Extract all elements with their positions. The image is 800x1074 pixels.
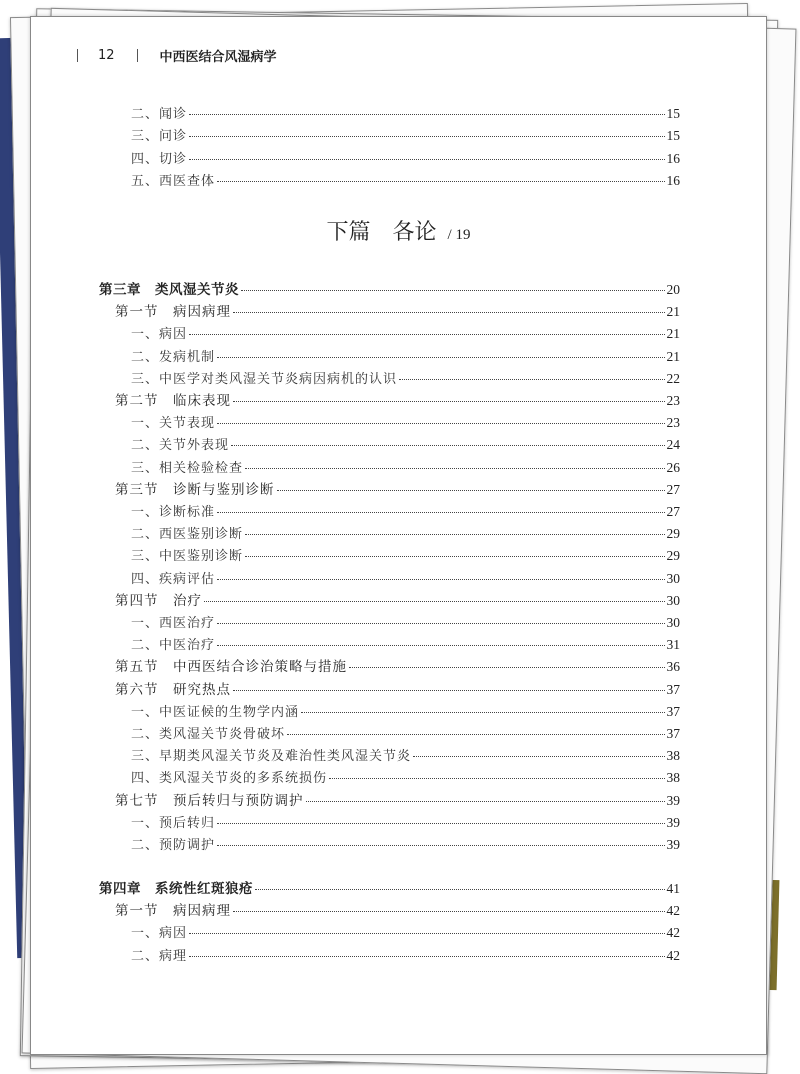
toc-entry-item[interactable] [131, 325, 680, 344]
toc-entry-page: 27 [666, 504, 680, 519]
toc-entry-section[interactable] [115, 303, 680, 321]
toc-entry-item[interactable] [131, 172, 680, 191]
dot-leader [204, 601, 665, 602]
toc-entry-title: 一、病因 [131, 926, 188, 942]
toc-entry-item[interactable] [131, 414, 680, 433]
toc-entry-page: 23 [666, 415, 680, 431]
toc-entry-title: 第五节 中西医结合诊治策略与措施 [115, 659, 347, 676]
toc-entry-title: 一、预后转归 [131, 815, 216, 831]
dot-leader [233, 690, 665, 691]
toc-entry-page: 39 [666, 814, 680, 830]
toc-entry-page: 41 [666, 881, 680, 896]
toc-entry-item[interactable] [131, 570, 680, 589]
dot-leader [217, 579, 664, 580]
toc-entry-title: 第三节 诊断与鉴别诊断 [115, 481, 275, 498]
toc-entry-page: 36 [666, 659, 680, 675]
toc-entry-page: 22 [666, 370, 680, 386]
toc-entry-title: 第四节 治疗 [115, 592, 202, 609]
toc-entry-title: 二、西医鉴别诊断 [131, 527, 244, 543]
toc-entry-item[interactable] [131, 947, 680, 966]
toc-entry-page: 21 [666, 304, 680, 320]
toc-entry-title: 四、类风湿关节炎的多系统损伤 [131, 771, 328, 787]
toc-entry-title: 二、中医治疗 [131, 638, 216, 654]
toc-entry-title: 四、疾病评估 [131, 571, 216, 587]
toc-entry-page: 29 [666, 526, 680, 542]
toc-entry-title: 第七节 预后转归与预防调护 [115, 792, 304, 809]
running-title: 中西医结合风湿病学 [159, 49, 277, 65]
toc-entry-title: 第六节 研究热点 [115, 681, 231, 698]
toc-entry-title: 第二节 临床表现 [115, 393, 231, 409]
toc-entry-title: 一、诊断标准 [131, 505, 216, 520]
document-page [30, 16, 767, 1055]
toc-entry-page: 20 [666, 282, 680, 297]
toc-entry-item[interactable] [131, 525, 680, 544]
dot-leader [217, 623, 664, 624]
toc-entry-page: 31 [666, 637, 680, 653]
running-header [77, 45, 277, 65]
dot-leader [287, 734, 664, 735]
dot-leader [233, 911, 665, 912]
toc-entry-item[interactable] [131, 547, 680, 566]
toc-entry-page: 23 [666, 393, 680, 408]
toc-entry-page: 38 [666, 770, 680, 786]
toc-entry-section[interactable] [115, 902, 680, 920]
dot-leader [217, 645, 664, 646]
dot-leader [349, 667, 665, 668]
toc-entry-title: 三、问诊 [131, 129, 188, 145]
part-page: / 19 [447, 227, 471, 243]
toc-entry-page: 42 [666, 903, 680, 919]
toc-entry-item[interactable] [131, 503, 680, 522]
toc-entry-title: 一、中医证候的生物学内涵 [131, 704, 300, 720]
toc-entry-page: 42 [666, 947, 680, 963]
toc-entry-item[interactable] [131, 459, 680, 478]
toc-entry-title: 二、闻诊 [131, 107, 188, 122]
dot-leader [217, 423, 664, 424]
toc-entry-page: 27 [666, 481, 680, 497]
dot-leader [189, 136, 664, 137]
toc-entry-page: 37 [666, 681, 680, 697]
toc-entry-title: 第四章 系统性红斑狼疮 [99, 881, 253, 897]
dot-leader [306, 801, 665, 802]
toc-entry-section[interactable] [115, 792, 680, 810]
toc-entry-title: 一、关节表现 [131, 416, 216, 432]
dot-leader [217, 357, 664, 358]
dot-leader [277, 490, 665, 491]
toc-entry-item[interactable] [131, 370, 680, 389]
dot-leader [241, 290, 665, 291]
dot-leader [189, 159, 664, 160]
toc-entry-item[interactable] [131, 814, 680, 833]
dot-leader [217, 845, 664, 846]
toc-entry-item[interactable] [131, 150, 680, 169]
toc-entry-title: 三、中医鉴别诊断 [131, 549, 244, 565]
toc-entry-title: 第一节 病因病理 [115, 903, 231, 920]
part-heading [31, 215, 766, 246]
dot-leader [217, 823, 664, 824]
toc-entry-title: 二、预防调护 [131, 838, 216, 853]
toc-entry-item[interactable] [131, 348, 680, 367]
toc-entry-title: 二、病理 [131, 948, 188, 964]
toc-entry-item[interactable] [131, 614, 680, 633]
toc-entry-item[interactable] [131, 105, 680, 124]
toc-entry-page: 24 [666, 437, 680, 453]
toc-entry-page: 21 [666, 326, 680, 342]
toc-entry-item[interactable] [131, 127, 680, 146]
dot-leader [233, 312, 665, 313]
toc-entry-title: 四、切诊 [131, 151, 188, 167]
toc-entry-page: 37 [666, 703, 680, 719]
toc-entry-title: 五、西医查体 [131, 173, 216, 189]
toc-entry-title: 三、早期类风湿关节炎及难治性类风湿关节炎 [131, 749, 412, 765]
toc-entry-page: 15 [666, 128, 680, 144]
toc-entry-page: 15 [666, 106, 680, 121]
toc-entry-section[interactable] [115, 658, 680, 676]
toc-entry-title: 二、发病机制 [131, 349, 216, 365]
toc-entry-item[interactable] [131, 436, 680, 455]
dot-leader [231, 445, 664, 446]
toc-entry-title: 一、病因 [131, 327, 188, 343]
dot-leader [217, 181, 664, 182]
dot-leader [233, 401, 665, 402]
dot-leader [189, 933, 664, 934]
dot-leader [413, 756, 664, 757]
dot-leader [245, 534, 664, 535]
toc-entry-title: 二、类风湿关节炎骨破坏 [131, 727, 286, 742]
toc-entry-section[interactable] [115, 481, 680, 499]
dot-leader [255, 889, 665, 890]
dot-leader [189, 114, 664, 115]
toc-entry-page: 39 [666, 792, 680, 808]
header-divider [77, 49, 78, 62]
toc-entry-page: 26 [666, 459, 680, 475]
toc-entry-chapter[interactable] [99, 281, 680, 299]
dot-leader [399, 379, 664, 380]
toc-entry-section[interactable] [115, 681, 680, 699]
toc-entry-item[interactable] [131, 725, 680, 744]
toc-entry-page: 42 [666, 925, 680, 941]
dot-leader [189, 956, 664, 957]
toc-entry-title: 三、中医学对类风湿关节炎病因病机的认识 [131, 371, 398, 387]
toc-entry-section[interactable] [115, 592, 680, 610]
toc-entry-title: 第一节 病因病理 [115, 304, 231, 321]
toc-entry-page: 37 [666, 726, 680, 741]
toc-entry-item[interactable] [131, 703, 680, 722]
toc-entry-page: 16 [666, 172, 680, 188]
toc-entry-section[interactable] [115, 392, 680, 410]
part-title: 下篇 各论 [326, 220, 437, 245]
toc-entry-title: 第三章 类风湿关节炎 [99, 282, 239, 298]
toc-entry-page: 29 [666, 548, 680, 564]
toc-entry-item[interactable] [131, 924, 680, 943]
toc-entry-page: 39 [666, 837, 680, 852]
toc-entry-page: 38 [666, 748, 680, 764]
dot-leader [189, 334, 664, 335]
toc-entry-title: 一、西医治疗 [131, 616, 216, 631]
dot-leader [217, 512, 664, 513]
toc-entry-chapter[interactable] [99, 880, 680, 898]
toc-entry-title: 二、关节外表现 [131, 438, 230, 454]
toc-entry-item[interactable] [131, 636, 680, 655]
page-number: 12 [98, 47, 115, 63]
toc-entry-page: 16 [666, 150, 680, 166]
dot-leader [301, 712, 664, 713]
dot-leader [329, 778, 664, 779]
toc-entry-page: 30 [666, 570, 680, 586]
toc-entry-item[interactable] [131, 747, 680, 766]
toc-entry-title: 三、相关检验检查 [131, 460, 244, 476]
toc-entry-item[interactable] [131, 769, 680, 788]
dot-leader [245, 468, 664, 469]
toc-entry-page: 30 [666, 592, 680, 608]
header-divider [137, 49, 138, 62]
dot-leader [245, 556, 664, 557]
toc-entry-page: 21 [666, 348, 680, 364]
toc-entry-page: 30 [666, 615, 680, 630]
toc-entry-item[interactable] [131, 836, 680, 855]
